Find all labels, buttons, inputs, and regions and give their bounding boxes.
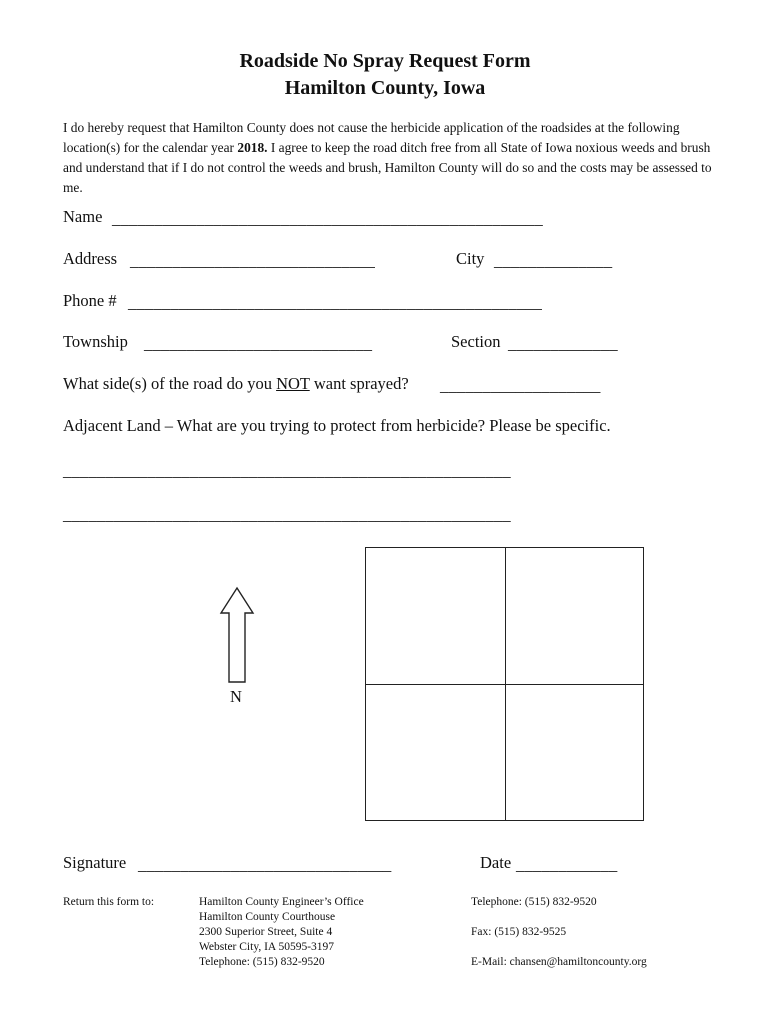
intro-year: 2018. <box>237 140 268 155</box>
date-field[interactable]: ____________ <box>516 855 618 874</box>
sides-question <box>63 373 409 395</box>
phone-field[interactable]: _________________________________________________ <box>128 293 543 312</box>
section-field[interactable]: _____________ <box>508 334 618 353</box>
signature-field[interactable]: ______________________________ <box>138 855 392 874</box>
section-label: Section <box>451 332 501 351</box>
sides-field[interactable]: ___________________ <box>440 376 601 395</box>
name-field[interactable]: ___________________________________________________ <box>112 209 543 228</box>
north-arrow-icon <box>218 585 256 685</box>
return-address-line: Hamilton County Courthouse <box>199 911 336 923</box>
phone-label: Phone # <box>63 291 117 310</box>
township-field[interactable]: ___________________________ <box>144 334 373 353</box>
contact-telephone: Telephone: (515) 832-9520 <box>471 896 597 908</box>
adjacent-field-line-1[interactable]: _____________________________________________________ <box>63 461 511 480</box>
signature-label: Signature <box>63 853 127 872</box>
return-label: Return this form to: <box>63 896 155 908</box>
return-address <box>199 895 364 970</box>
return-address-line: Hamilton County Engineer’s Office <box>199 896 364 908</box>
adjacent-field-line-2[interactable]: _____________________________________________________ <box>63 505 511 524</box>
contact-fax: Fax: (515) 832-9525 <box>471 926 567 938</box>
return-address-line: Webster City, IA 50595-3197 <box>199 941 335 953</box>
intro-part1: I do hereby request that Hamilton County does not cause the herbicide application of the roadsides at the following location(s) for the calendar year <box>63 120 680 155</box>
north-label: N <box>230 687 242 706</box>
city-field[interactable]: ______________ <box>494 251 613 270</box>
address-label: Address <box>63 249 118 268</box>
section-diagram-grid[interactable] <box>365 547 644 821</box>
sides-question-not: NOT <box>276 374 310 393</box>
township-label: Township <box>63 332 128 351</box>
form-title: Roadside No Spray Request Form <box>239 50 531 72</box>
date-label: Date <box>480 853 512 872</box>
adjacent-question: Adjacent Land – What are you trying to protect from herbicide? Please be specific. <box>63 416 611 435</box>
address-field[interactable]: _____________________________ <box>130 251 376 270</box>
intro-paragraph <box>63 118 713 198</box>
contact-email[interactable]: E-Mail: chansen@hamiltoncounty.org <box>471 956 647 968</box>
city-label: City <box>456 249 485 268</box>
name-label: Name <box>63 207 103 226</box>
form-subtitle: Hamilton County, Iowa <box>284 77 486 99</box>
return-address-line: Telephone: (515) 832-9520 <box>199 956 325 968</box>
sides-question-post: want sprayed? <box>309 374 409 393</box>
return-address-line: 2300 Superior Street, Suite 4 <box>199 926 333 938</box>
intro-part2: I agree to keep the road ditch free from all State of Iowa noxious weeds and brush and understand that if I do not control the weeds and brush, Hamilton County will do so and the costs may be assessed to me. <box>63 140 712 195</box>
sides-question-pre: What side(s) of the road do you <box>63 374 277 393</box>
grid-horizontal-divider <box>366 684 643 685</box>
